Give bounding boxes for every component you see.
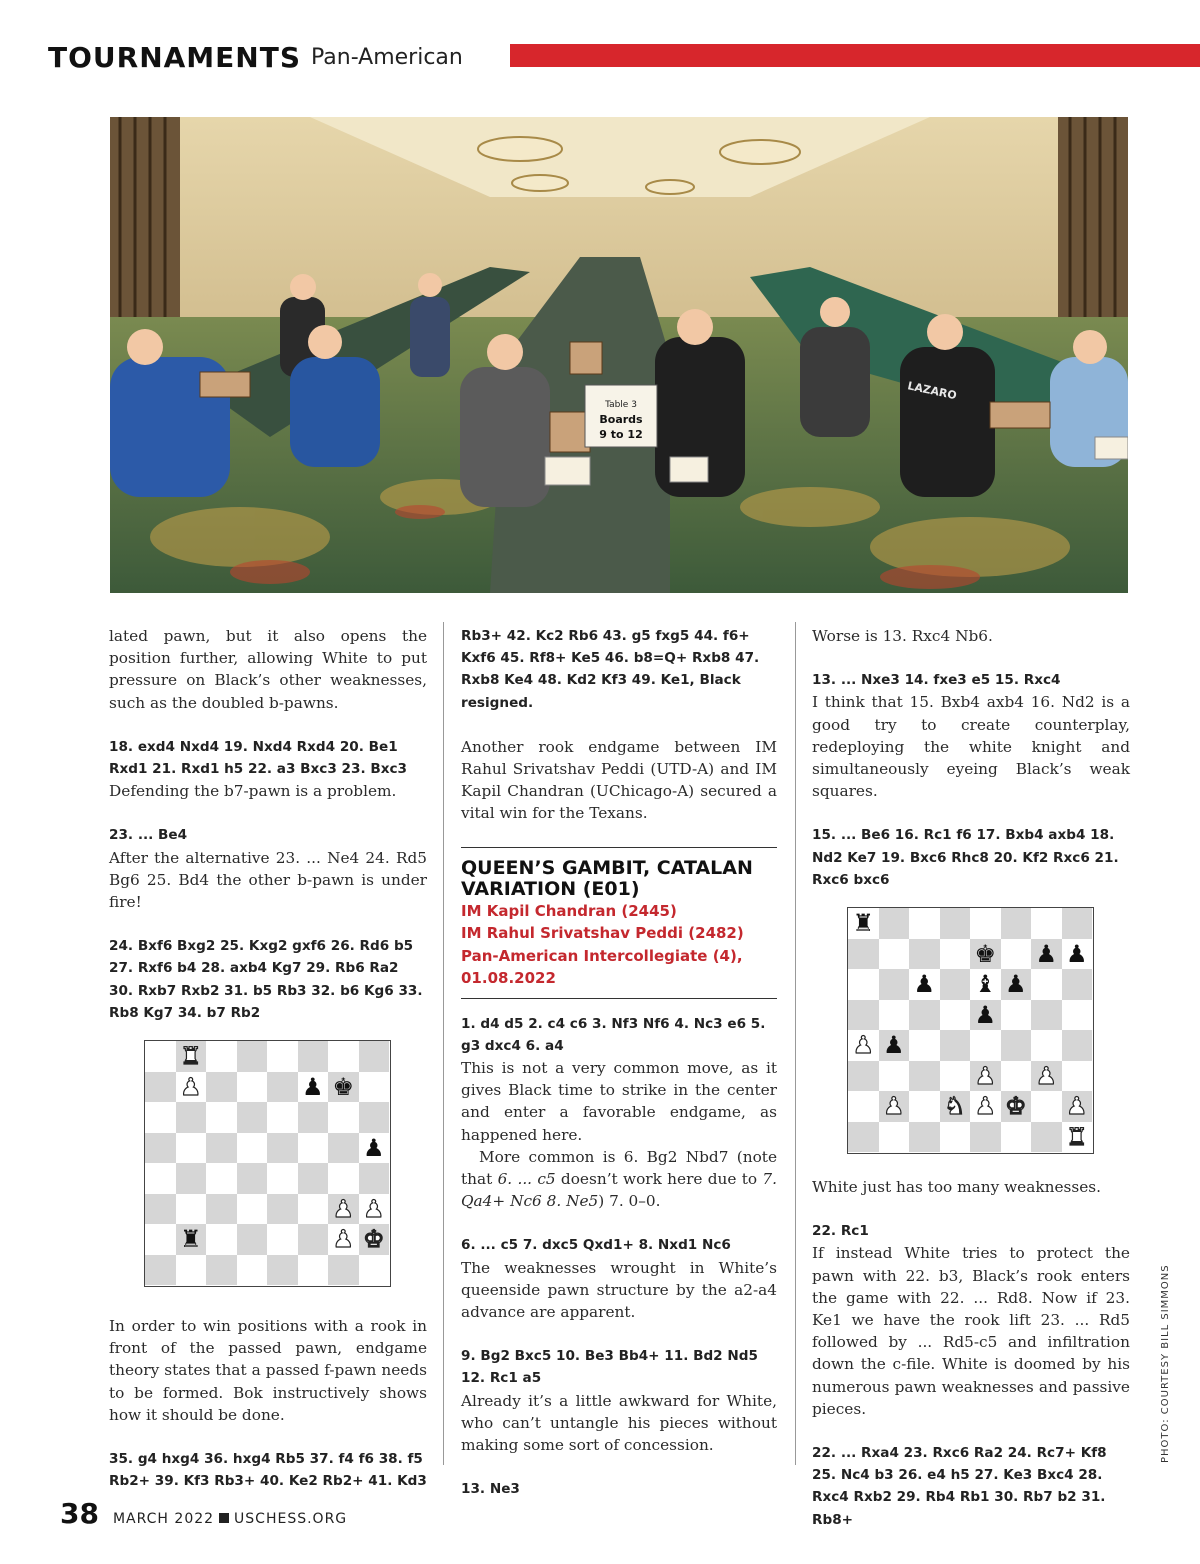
board-square bbox=[298, 1255, 329, 1286]
board-square bbox=[848, 1091, 879, 1122]
section-header bbox=[48, 40, 463, 74]
board-square bbox=[1062, 939, 1093, 970]
board-square bbox=[1031, 1122, 1062, 1153]
board-square bbox=[298, 1163, 329, 1194]
board-square bbox=[145, 1224, 176, 1255]
black-rook-icon: ♜ bbox=[852, 909, 874, 938]
board-square bbox=[1062, 908, 1093, 939]
black-pawn-icon: ♟ bbox=[301, 1072, 324, 1101]
paragraph: White just has too many weaknesses. bbox=[812, 1178, 1101, 1197]
board-square bbox=[909, 1030, 940, 1061]
move-text: 1. d4 d5 2. c4 c6 3. Nf3 Nf6 4. Nc3 e6 5. g3 dxc4 6. a4 bbox=[461, 1015, 766, 1054]
chessboard bbox=[847, 907, 1094, 1154]
board-square bbox=[940, 1091, 971, 1122]
board-square bbox=[970, 1091, 1001, 1122]
text-run: ) 7. 0–0. bbox=[598, 1192, 661, 1211]
board-square bbox=[1001, 969, 1032, 1000]
white-pawn-icon: ♟ bbox=[179, 1072, 202, 1101]
board-square bbox=[359, 1041, 390, 1072]
sign-line3: 9 to 12 bbox=[599, 428, 643, 441]
board-square bbox=[176, 1102, 207, 1133]
move-text: 9. Bg2 Bxc5 10. Be3 Bb4+ 11. Bd2 Nd5 12. Rc1 a5 bbox=[461, 1348, 758, 1387]
board-square bbox=[1062, 969, 1093, 1000]
board-square bbox=[909, 1091, 940, 1122]
board-square bbox=[298, 1041, 329, 1072]
white-player: IM Kapil Chandran (2445) bbox=[461, 901, 677, 920]
board-square bbox=[1062, 1000, 1093, 1031]
board-square bbox=[145, 1102, 176, 1133]
board-square bbox=[1062, 1091, 1093, 1122]
black-pawn-icon: ♟ bbox=[1004, 970, 1027, 999]
board-square bbox=[206, 1255, 237, 1286]
move-text: 22. ... Rxa4 23. Rxc6 Ra2 24. Rc7+ Kf8 25. Nc4 b3 26. e4 h5 27. Ke3 Bxc4 28. Rxc4 Rxb2 29. Rb4 Rb1 30. Rb7 b2 31. Rb8+ bbox=[812, 1445, 1107, 1528]
text-run: More common is 6. Bg2 Nbd7 (note that bbox=[461, 1147, 777, 1189]
board-square bbox=[970, 1000, 1001, 1031]
board-square bbox=[1031, 969, 1062, 1000]
board-square bbox=[879, 939, 910, 970]
board-square bbox=[328, 1163, 359, 1194]
white-king-icon: ♚ bbox=[1004, 1092, 1027, 1121]
board-square bbox=[176, 1041, 207, 1072]
board-square bbox=[359, 1133, 390, 1164]
board-square bbox=[206, 1133, 237, 1164]
board-square bbox=[1001, 1061, 1032, 1092]
board-square bbox=[328, 1194, 359, 1225]
board-square bbox=[237, 1072, 268, 1103]
board-square bbox=[970, 969, 1001, 1000]
section-subtitle: Pan-American bbox=[311, 44, 463, 70]
board-square bbox=[267, 1194, 298, 1225]
board-square bbox=[879, 1122, 910, 1153]
board-square bbox=[1031, 1030, 1062, 1061]
move-text: 22. Rc1 bbox=[812, 1223, 869, 1240]
board-square bbox=[940, 908, 971, 939]
board-square bbox=[176, 1072, 207, 1103]
board-square bbox=[848, 908, 879, 939]
board-square bbox=[328, 1224, 359, 1255]
board-square bbox=[359, 1255, 390, 1286]
sign-line2: Boards bbox=[599, 413, 643, 426]
board-square bbox=[848, 1030, 879, 1061]
board-square bbox=[359, 1102, 390, 1133]
board-square bbox=[909, 1061, 940, 1092]
paragraph: lated pawn, but it also opens the position further, allowing White to put pressure on Black’s other weaknesses, such as the doubled b-pawns. bbox=[109, 627, 427, 712]
black-king-icon: ♚ bbox=[974, 939, 996, 968]
board-square bbox=[909, 1000, 940, 1031]
board-square bbox=[237, 1163, 268, 1194]
board-square bbox=[145, 1194, 176, 1225]
board-square bbox=[298, 1133, 329, 1164]
board-square bbox=[359, 1163, 390, 1194]
page-footer bbox=[60, 1497, 347, 1530]
black-player: IM Rahul Srivatshav Peddi (2482) bbox=[461, 924, 744, 943]
board-square bbox=[970, 1030, 1001, 1061]
white-king-icon: ♚ bbox=[362, 1225, 385, 1254]
board-square bbox=[145, 1163, 176, 1194]
footer-separator bbox=[219, 1513, 229, 1523]
column-divider bbox=[443, 622, 444, 1465]
move-text: 24. Bxf6 Bxg2 25. Kxg2 gxf6 26. Rd6 b5 27. Rxf6 b4 28. axb4 Kg7 29. Rb6 Ra2 30. Rxb7 Rxb2 31. b5 Rb3 32. b6 Kg6 33. Rb8 Kg7 34. b7 Rb2 bbox=[109, 938, 423, 1021]
paragraph: Defending the b7-pawn is a problem. bbox=[109, 782, 397, 801]
paragraph: After the alternative 23. ... Ne4 24. Rd5 Bg6 25. Bd4 the other b-pawn is under fire! bbox=[109, 848, 427, 912]
board-square bbox=[1062, 1122, 1093, 1153]
paragraph: If instead White tries to protect the pawn with 22. b3, Black’s rook enters the game with 22. ... Rd8. Now if 23. Ke1 we have the rook lift 23. ... Rd5 followed by ... Rd5-c5 and infiltration down the c-file. White is doomed by his numerous pawn weaknesses and passive pieces. bbox=[812, 1244, 1130, 1418]
board-square bbox=[267, 1133, 298, 1164]
board-square bbox=[145, 1133, 176, 1164]
white-pawn-icon: ♟ bbox=[974, 1092, 996, 1121]
board-square bbox=[328, 1072, 359, 1103]
board-square bbox=[1001, 1000, 1032, 1031]
move-text: Rb3+ 42. Kc2 Rb6 43. g5 fxg5 44. f6+ Kxf6 45. Rf8+ Ke5 46. b8=Q+ Rxb8 47. Rxb8 Ke4 48. Kd2 Kf3 49. Ke1, Black resigned. bbox=[461, 628, 760, 711]
board-square bbox=[237, 1133, 268, 1164]
board-square bbox=[237, 1041, 268, 1072]
paragraph: In order to win positions with a rook in front of the passed pawn, endgame theory states that a passed f-pawn needs to be formed. Bok instructively shows how it should be done. bbox=[109, 1317, 427, 1424]
board-square bbox=[298, 1224, 329, 1255]
tournament-hall-illustration bbox=[110, 117, 1128, 593]
board-square bbox=[879, 1030, 910, 1061]
board-square bbox=[1001, 1122, 1032, 1153]
chessboard bbox=[144, 1040, 391, 1287]
move-text: 35. g4 hxg4 36. hxg4 Rb5 37. f4 f6 38. f5 Rb2+ 39. Kf3 Rb3+ 40. Ke2 Rb2+ 41. Kd3 bbox=[109, 1451, 427, 1490]
black-pawn-icon: ♟ bbox=[974, 1000, 996, 1029]
board-square bbox=[298, 1194, 329, 1225]
site-name: USCHESS.ORG bbox=[234, 1511, 348, 1527]
board-square bbox=[267, 1255, 298, 1286]
board-square bbox=[909, 969, 940, 1000]
board-square bbox=[1001, 1091, 1032, 1122]
photo-credit: PHOTO: COURTESY BILL SIMMONS bbox=[1160, 1264, 1171, 1463]
board-square bbox=[970, 1122, 1001, 1153]
board-square bbox=[206, 1224, 237, 1255]
board-square bbox=[879, 908, 910, 939]
board-square bbox=[1031, 1000, 1062, 1031]
white-pawn-icon: ♟ bbox=[332, 1194, 354, 1223]
white-pawn-icon: ♟ bbox=[974, 1061, 996, 1090]
black-pawn-icon: ♟ bbox=[362, 1133, 385, 1162]
board-square bbox=[848, 939, 879, 970]
board-square bbox=[1062, 1030, 1093, 1061]
board-square bbox=[940, 1000, 971, 1031]
board-square bbox=[879, 1091, 910, 1122]
board-square bbox=[206, 1163, 237, 1194]
board-square bbox=[237, 1255, 268, 1286]
header-red-bar bbox=[510, 44, 1200, 67]
board-square bbox=[1031, 908, 1062, 939]
board-square bbox=[267, 1072, 298, 1103]
board-square bbox=[909, 1122, 940, 1153]
event-info: Pan-American Intercollegiate (4), 01.08.2022 bbox=[461, 946, 743, 988]
board-square bbox=[848, 1122, 879, 1153]
board-square bbox=[1062, 1061, 1093, 1092]
paragraph: This is not a very common move, as it gives Black time to strike in the center and enter a favorable endgame, as happened here. bbox=[461, 1059, 777, 1144]
board-square bbox=[267, 1163, 298, 1194]
board-square bbox=[145, 1255, 176, 1286]
board-square bbox=[848, 1061, 879, 1092]
game-title: QUEEN’S GAMBIT, CATALAN VARIATION (E01) bbox=[461, 856, 753, 900]
board-square bbox=[267, 1102, 298, 1133]
board-square bbox=[267, 1041, 298, 1072]
italic-run: 6. ... c5 bbox=[497, 1170, 556, 1189]
board-square bbox=[206, 1102, 237, 1133]
board-square bbox=[328, 1255, 359, 1286]
board-square bbox=[1001, 939, 1032, 970]
paragraph: Already it’s a little awkward for White, who can’t untangle his pieces without making some sort of concession. bbox=[461, 1391, 777, 1455]
move-text: 18. exd4 Nxd4 19. Nxd4 Rxd4 20. Be1 Rxd1 21. Rxd1 h5 22. a3 Bxc3 23. Bxc3 bbox=[109, 738, 408, 778]
move-text: 13. ... Nxe3 14. fxe3 e5 15. Rxc4 bbox=[812, 672, 1061, 689]
white-rook-icon: ♜ bbox=[179, 1042, 202, 1071]
white-pawn-icon: ♟ bbox=[882, 1092, 905, 1121]
jacket-text: LAZARO bbox=[906, 379, 958, 403]
move-text: 6. ... c5 7. dxc5 Qxd1+ 8. Nxd1 Nc6 bbox=[461, 1237, 731, 1254]
black-pawn-icon: ♟ bbox=[882, 1031, 905, 1060]
board-square bbox=[1001, 908, 1032, 939]
board-square bbox=[879, 1000, 910, 1031]
table-sign bbox=[585, 385, 657, 447]
white-pawn-icon: ♟ bbox=[1035, 1061, 1057, 1090]
chess-diagram-1 bbox=[144, 1040, 391, 1287]
board-square bbox=[206, 1194, 237, 1225]
board-square bbox=[176, 1163, 207, 1194]
white-pawn-icon: ♟ bbox=[1065, 1092, 1088, 1121]
paragraph: I think that 15. Bxb4 axb4 16. Nd2 is a good try to create counterplay, redeploying the white knight and simultaneously eyeing Black’s weak squares. bbox=[812, 693, 1130, 801]
board-square bbox=[970, 1061, 1001, 1092]
board-square bbox=[970, 908, 1001, 939]
column-divider bbox=[795, 622, 796, 1465]
page-number: 38 bbox=[60, 1497, 99, 1530]
paragraph: Worse is 13. Rxc4 Nb6. bbox=[812, 627, 993, 645]
game-header bbox=[461, 847, 777, 999]
board-square bbox=[909, 908, 940, 939]
black-bishop-icon: ♝ bbox=[974, 970, 996, 999]
board-square bbox=[298, 1072, 329, 1103]
white-pawn-icon: ♟ bbox=[362, 1194, 385, 1223]
board-square bbox=[206, 1072, 237, 1103]
white-pawn-icon: ♟ bbox=[852, 1031, 874, 1060]
board-square bbox=[328, 1041, 359, 1072]
column-1 bbox=[109, 625, 427, 1492]
issue-date: MARCH 2022 bbox=[112, 1511, 215, 1527]
board-square bbox=[359, 1194, 390, 1225]
board-square bbox=[237, 1102, 268, 1133]
board-square bbox=[176, 1224, 207, 1255]
board-square bbox=[359, 1224, 390, 1255]
board-square bbox=[1031, 1061, 1062, 1092]
white-rook-icon: ♜ bbox=[1065, 1122, 1088, 1151]
move-text: 15. ... Be6 16. Rc1 f6 17. Bxb4 axb4 18. Nd2 Ke7 19. Bxc6 Rhc8 20. Kf2 Rxc6 21. Rxc6 bxc6 bbox=[812, 827, 1119, 888]
tournament-photo bbox=[110, 117, 1128, 593]
white-pawn-icon: ♟ bbox=[332, 1225, 354, 1254]
move-text: 23. ... Be4 bbox=[109, 827, 188, 844]
board-square bbox=[940, 969, 971, 1000]
paragraph: The weaknesses wrought in White’s queenside pawn structure by the a2-a4 advance are apparent. bbox=[461, 1258, 777, 1322]
board-square bbox=[879, 969, 910, 1000]
board-square bbox=[940, 1122, 971, 1153]
black-pawn-icon: ♟ bbox=[1035, 939, 1057, 968]
black-pawn-icon: ♟ bbox=[1065, 939, 1088, 968]
board-square bbox=[237, 1194, 268, 1225]
black-king-icon: ♚ bbox=[332, 1072, 354, 1101]
black-pawn-icon: ♟ bbox=[913, 970, 935, 999]
board-square bbox=[267, 1224, 298, 1255]
board-square bbox=[145, 1072, 176, 1103]
paragraph bbox=[461, 1146, 777, 1213]
board-square bbox=[879, 1061, 910, 1092]
board-square bbox=[206, 1041, 237, 1072]
board-square bbox=[940, 1061, 971, 1092]
paragraph: Another rook endgame between IM Rahul Srivatshav Peddi (UTD-A) and IM Kapil Chandran (UChicago-A) secured a vital win for the Texans. bbox=[461, 737, 777, 823]
board-square bbox=[848, 1000, 879, 1031]
board-square bbox=[1031, 939, 1062, 970]
column-2 bbox=[461, 625, 777, 1500]
move-text: 13. Ne3 bbox=[461, 1481, 520, 1498]
board-square bbox=[359, 1072, 390, 1103]
text-run: doesn’t work here due to bbox=[555, 1170, 763, 1189]
board-square bbox=[298, 1102, 329, 1133]
board-square bbox=[145, 1041, 176, 1072]
board-square bbox=[970, 939, 1001, 970]
board-square bbox=[176, 1133, 207, 1164]
black-rook-icon: ♜ bbox=[179, 1225, 202, 1254]
column-3 bbox=[812, 625, 1130, 1531]
board-square bbox=[940, 1030, 971, 1061]
board-square bbox=[328, 1133, 359, 1164]
board-square bbox=[909, 939, 940, 970]
board-square bbox=[1001, 1030, 1032, 1061]
board-square bbox=[237, 1224, 268, 1255]
section-title: TOURNAMENTS bbox=[48, 40, 301, 74]
board-square bbox=[848, 969, 879, 1000]
board-square bbox=[1031, 1091, 1062, 1122]
board-square bbox=[940, 939, 971, 970]
chess-diagram-2 bbox=[847, 907, 1094, 1154]
italic-run: 7. Qa4+ Nc6 8. Ne5 bbox=[461, 1170, 777, 1211]
sign-line1: Table 3 bbox=[605, 400, 637, 410]
board-square bbox=[176, 1255, 207, 1286]
board-square bbox=[176, 1194, 207, 1225]
board-square bbox=[328, 1102, 359, 1133]
white-knight-icon: ♞ bbox=[943, 1092, 966, 1121]
